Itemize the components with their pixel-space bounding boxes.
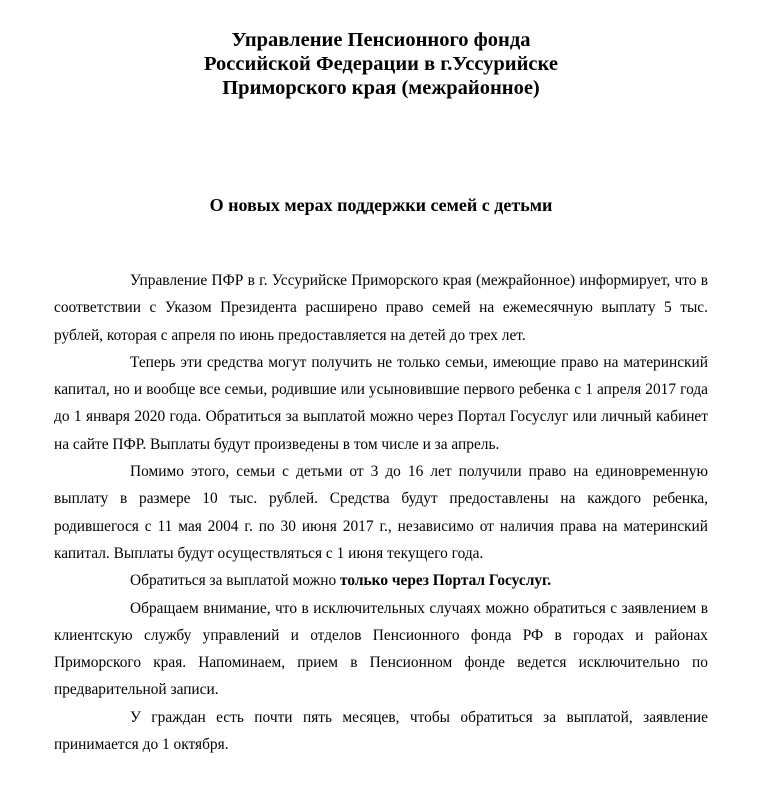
paragraph-3: Помимо этого, семьи с детьми от 3 до 16 лет получили право на единовременную выплату в размере 10 тыс. рублей. Средства будут предоставлены на каждого ребенка, родившегося с 11 мая 2004 г. по 30 июня 2017 г., независимо от наличия права на материнский капитал. Выплаты будут осуществляться с 1 июня текущего года. (54, 463, 708, 562)
paragraph-4-bold-text: только через Портал Госуслуг. (340, 572, 552, 590)
header-line-2: Российской Федерации в г.Уссурийске (204, 53, 558, 75)
paragraph-5: Обращаем внимание, что в исключительных случаях можно обратиться с заявлением в клиентскую службу управлений и отделов Пенсионного фонда РФ в городах и районах Приморского края. Напоминаем, прием в Пенсионном фонде ведется исключительно по предварительной записи. (54, 599, 708, 699)
paragraph-6: У граждан есть почти пять месяцев, чтобы обратиться за выплатой, заявление принимается до 1 октября. (54, 708, 708, 754)
paragraph-1: Управление ПФР в г. Уссурийске Приморского края (межрайонное) информирует, что в соответствии с Указом Президента расширено право семей на ежемесячную выплату 5 тыс. рублей, которая с апреля по июнь предоставляется на детей до трех лет. (54, 272, 708, 344)
organization-header (54, 28, 708, 100)
header-line-3: Приморского края (межрайонное) (222, 77, 540, 99)
header-line-1: Управление Пенсионного фонда (231, 29, 531, 51)
document-page (54, 28, 708, 754)
paragraph-4 (54, 567, 708, 594)
document-title: О новых мерах поддержки семей с детьми (209, 195, 553, 215)
paragraph-4-text: Обратиться за выплатой можно (130, 572, 341, 590)
document-body (54, 267, 708, 758)
paragraph-2: Теперь эти средства могут получить не только семьи, имеющие право на материнский капитал, но и вообще все семьи, родившие или усыновившие первого ребенка с 1 апреля 2017 года до 1 января 2020 года. Обратиться за выплатой можно через Портал Госуслуг или личный кабинет на сайте ПФР. Выплаты будут произведены в том числе и за апрель. (54, 353, 708, 453)
